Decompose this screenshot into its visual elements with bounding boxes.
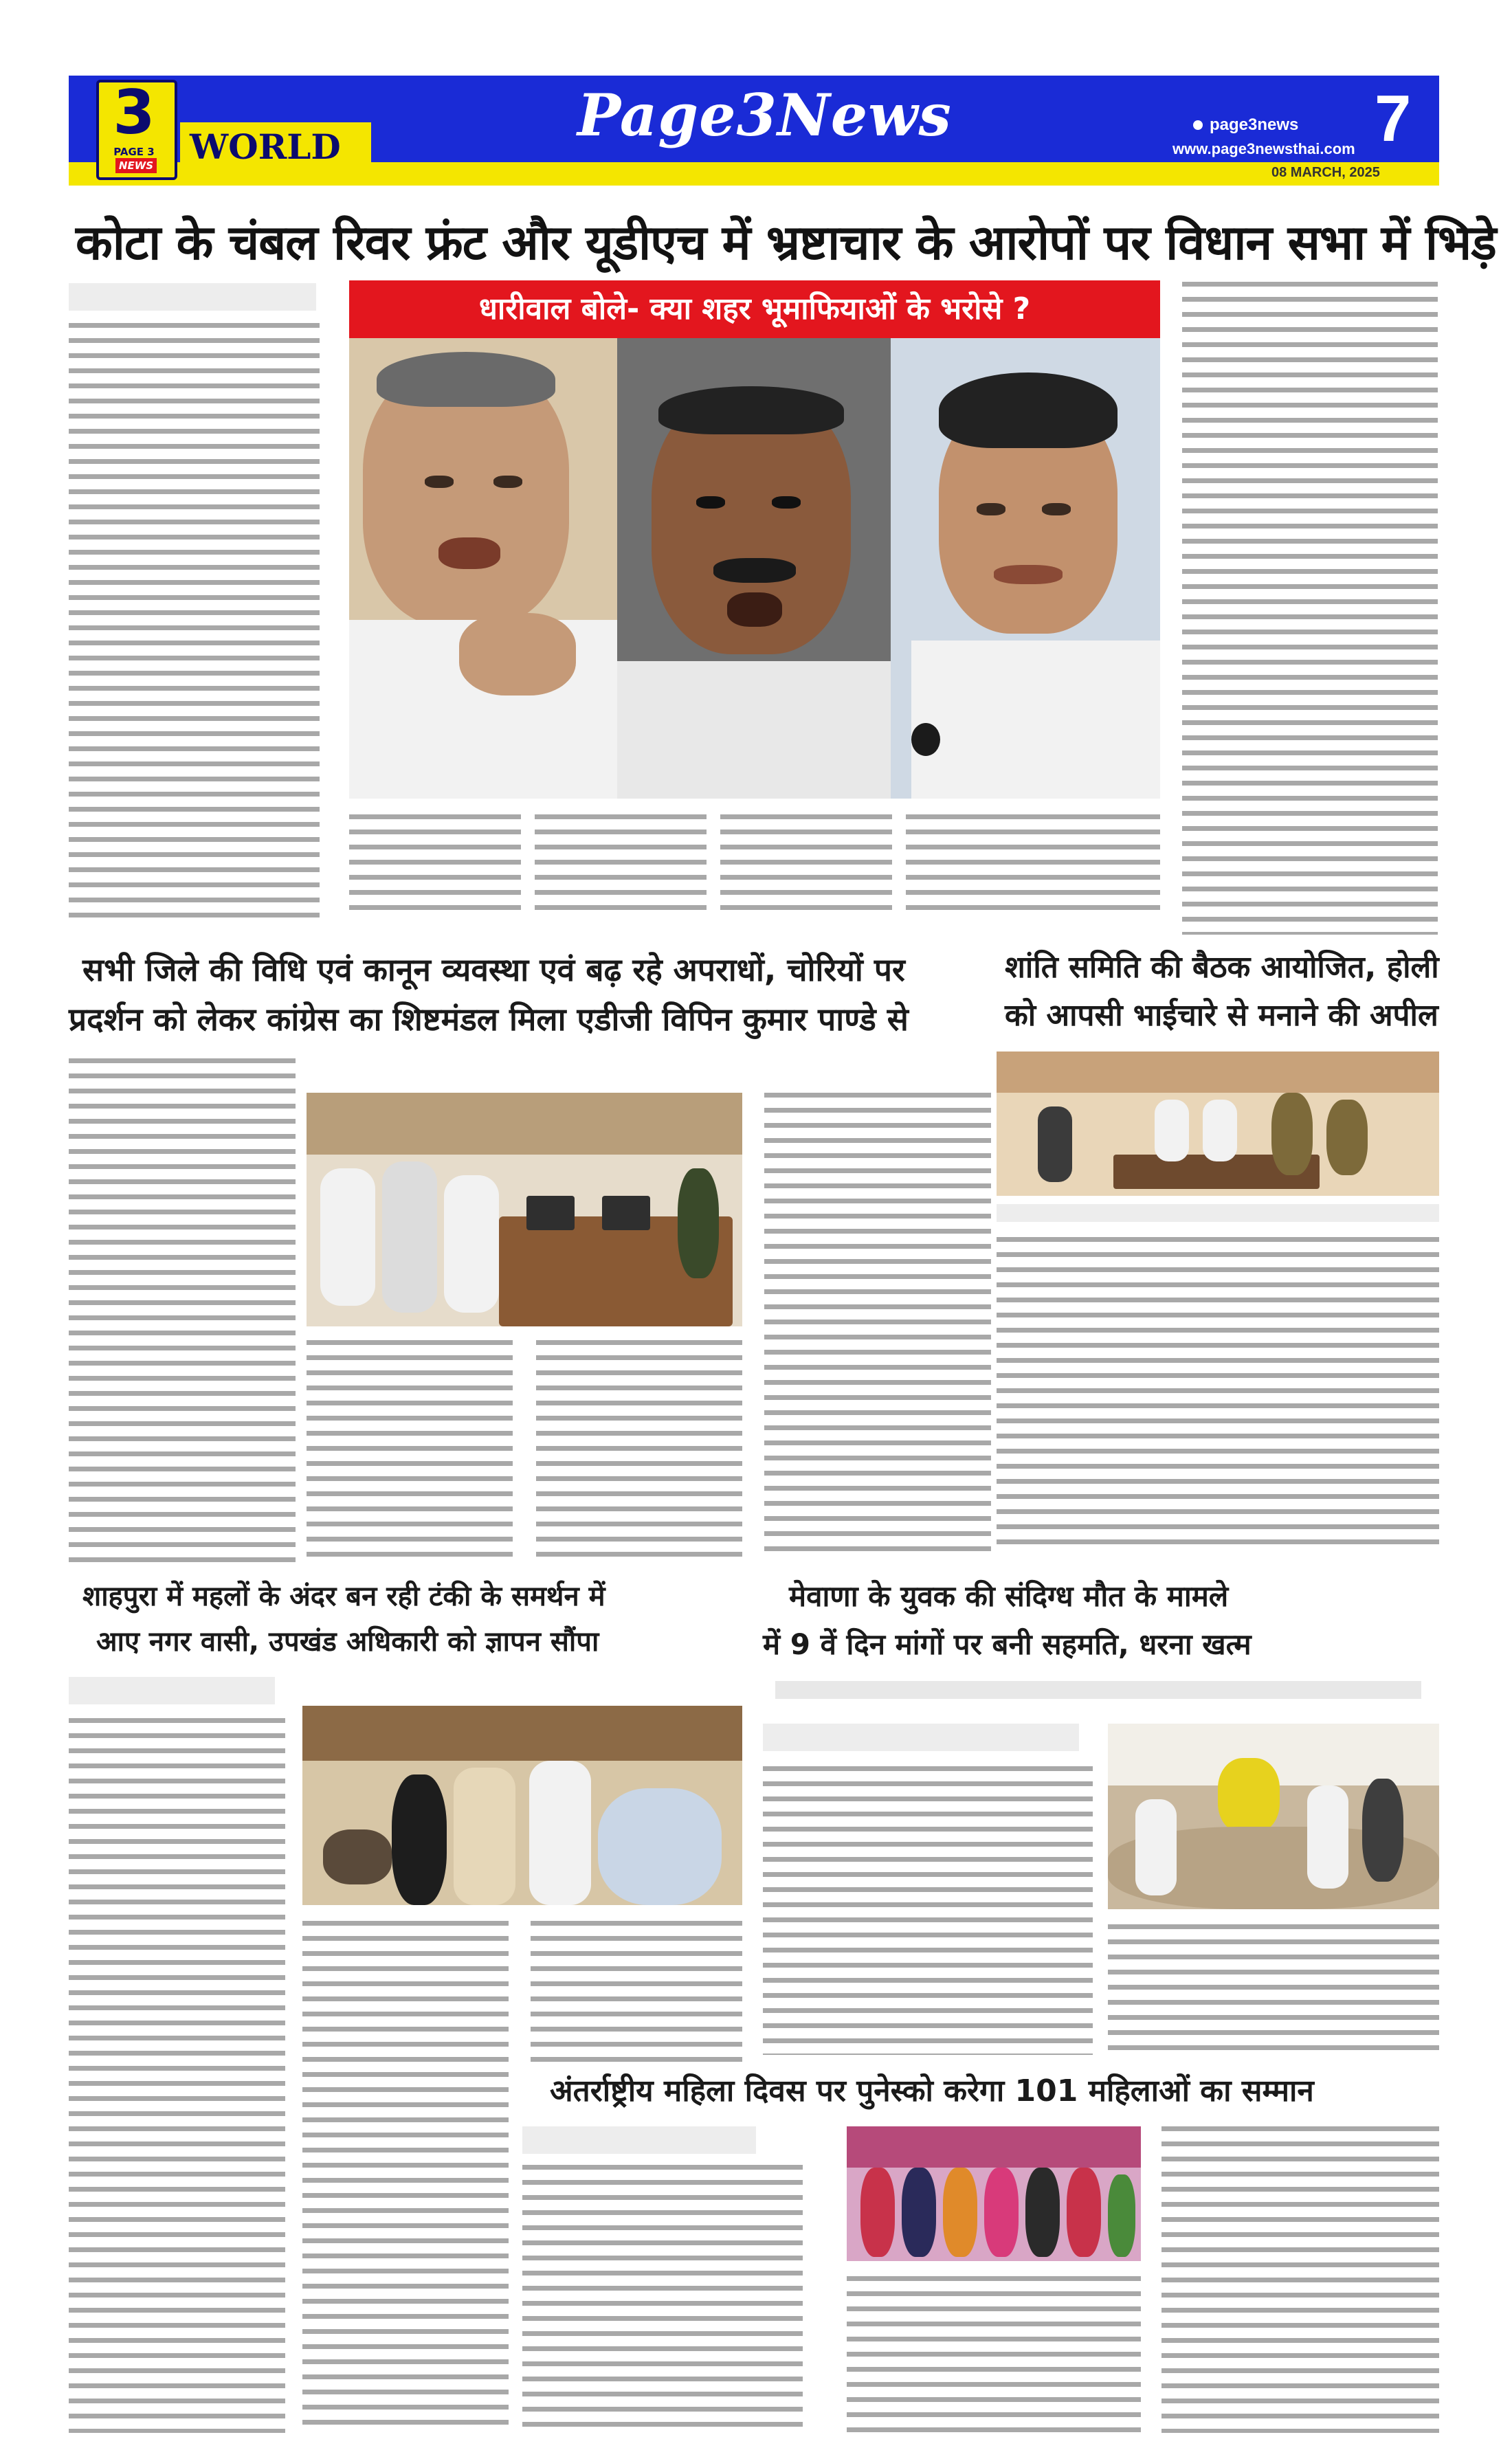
article1-photo-middle	[617, 338, 891, 799]
logo-news-tag: NEWS	[115, 158, 157, 173]
newspaper-title: Page3News	[577, 81, 952, 149]
article5-photo	[1108, 1724, 1439, 1909]
article5-deck	[775, 1681, 1421, 1699]
article4-photo	[302, 1706, 742, 1905]
article5-column-1	[763, 1766, 1093, 2055]
article1-subhead: धारीवाल बोले- क्या शहर भूमाफियाओं के भरोसे ?	[349, 280, 1160, 338]
article6-column-1	[522, 2165, 803, 2433]
page-number: 7	[1375, 82, 1412, 155]
logo-number: 3	[113, 77, 155, 148]
issue-date: 08 MARCH, 2025	[1271, 165, 1380, 180]
article1-column-4	[720, 814, 892, 917]
article5-headline-line1: मेवाणा के युवक की संदिग्ध मौत के मामले	[789, 1579, 1229, 1613]
section-label: WORLD	[190, 126, 341, 167]
article1-byline	[69, 283, 316, 311]
article2-column-1	[69, 1058, 296, 1567]
article2-column-4	[536, 1340, 742, 1560]
article4-column-3	[531, 1921, 742, 2072]
website-url[interactable]: www.page3newsthai.com	[1172, 140, 1355, 157]
article2-headline-line2: प्रदर्शन को लेकर कांग्रेस का शिष्टमंडल मिला एडीजी विपिन कुमार पाण्डे से	[69, 1001, 909, 1038]
article4-column-1	[69, 1718, 285, 2433]
article5-column-2	[1108, 1924, 1439, 2055]
article3-caption	[997, 1204, 1439, 1222]
article6-headline: अंतर्राष्ट्रीय महिला दिवस पर पुनेस्को करेगा 101 महिलाओं का सम्मान	[550, 2073, 1314, 2108]
article1-photo-right	[891, 338, 1160, 799]
article1-column-5	[906, 814, 1160, 917]
article3-headline-line2: को आपसी भाईचारे से मनाने की अपील	[1005, 998, 1438, 1033]
logo-subtitle: PAGE 3	[113, 146, 155, 158]
article3-photo	[997, 1051, 1439, 1196]
article5-byline	[763, 1724, 1079, 1751]
article4-headline-line2: आए नगर वासी, उपखंड अधिकारी को ज्ञापन सौंपा	[96, 1626, 599, 1658]
article6-column-3	[1161, 2126, 1439, 2433]
article6-byline	[522, 2126, 756, 2154]
article3-headline-line1: शांति समिति की बैठक आयोजित, होली	[1005, 950, 1439, 985]
article6-photo	[847, 2126, 1141, 2261]
article4-column-2	[302, 1921, 509, 2433]
article1-column-6	[1182, 282, 1438, 935]
social-handle: page3news	[1210, 115, 1299, 134]
article1-headline: कोटा के चंबल रिवर फ्रंट और यूडीएच में भ्रष्टाचार के आरोपों पर विधान सभा में भिड़े	[76, 214, 1496, 271]
article1-column-3	[535, 814, 707, 917]
article2-column-2	[764, 1093, 991, 1560]
article2-column-3	[307, 1340, 513, 1560]
article3-body	[997, 1237, 1439, 1553]
article6-column-2	[847, 2276, 1141, 2433]
article1-photo-left	[349, 338, 617, 799]
article1-column-1	[69, 323, 320, 928]
article2-headline-line1: सभी जिले की विधि एवं कानून व्यवस्था एवं बढ़ रहे अपराधों, चोरियों पर	[82, 951, 905, 988]
article2-photo	[307, 1093, 742, 1326]
article4-headline-line1: शाहपुरा में महलों के अंदर बन रही टंकी के समर्थन में	[82, 1581, 605, 1612]
article1-column-2	[349, 814, 521, 917]
article4-byline	[69, 1677, 275, 1704]
social-icon	[1193, 120, 1203, 130]
article5-headline-line2: में 9 वें दिन मांगों पर बनी सहमति, धरना खत्म	[763, 1627, 1252, 1661]
